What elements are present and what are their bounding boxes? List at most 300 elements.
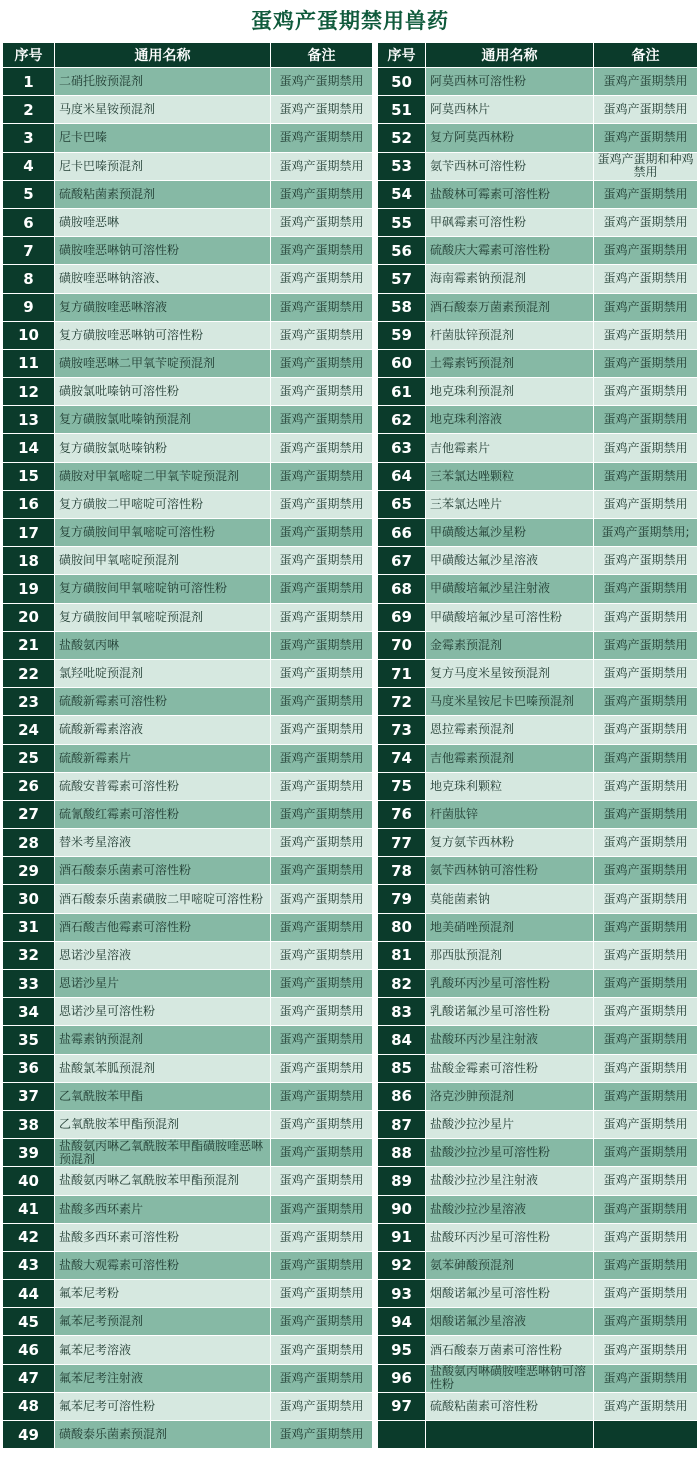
table-row bbox=[378, 68, 698, 96]
drug-note: 蛋鸡产蛋期禁用 bbox=[594, 772, 698, 800]
drug-note: 蛋鸡产蛋期禁用 bbox=[271, 519, 373, 547]
row-number: 36 bbox=[3, 1054, 55, 1082]
drug-note: 蛋鸡产蛋期禁用 bbox=[271, 293, 373, 321]
drug-name: 盐酸氨丙啉乙氧酰胺苯甲酯预混剂 bbox=[55, 1167, 271, 1195]
row-number: 66 bbox=[378, 519, 426, 547]
row-number: 19 bbox=[3, 575, 55, 603]
drug-name: 甲磺酸培氟沙星注射液 bbox=[426, 575, 594, 603]
row-number: 45 bbox=[3, 1308, 55, 1336]
row-number: 47 bbox=[3, 1364, 55, 1392]
row-number: 56 bbox=[378, 237, 426, 265]
table-row bbox=[378, 800, 698, 828]
drug-note: 蛋鸡产蛋期禁用 bbox=[271, 1026, 373, 1054]
row-number: 46 bbox=[3, 1336, 55, 1364]
drug-note: 蛋鸡产蛋期禁用 bbox=[594, 406, 698, 434]
row-number: 93 bbox=[378, 1280, 426, 1308]
table-row bbox=[378, 1082, 698, 1110]
drug-name: 酒石酸泰万菌素预混剂 bbox=[426, 293, 594, 321]
row-number: 90 bbox=[378, 1195, 426, 1223]
drug-note: 蛋鸡产蛋期禁用 bbox=[594, 998, 698, 1026]
drug-name: 地克珠利溶液 bbox=[426, 406, 594, 434]
drug-note: 蛋鸡产蛋期禁用 bbox=[271, 857, 373, 885]
drug-name: 复方磺胺间甲氧嘧啶预混剂 bbox=[55, 603, 271, 631]
row-number: 53 bbox=[378, 152, 426, 180]
drug-name: 地克珠利颗粒 bbox=[426, 772, 594, 800]
row-number: 31 bbox=[3, 913, 55, 941]
row-number: 35 bbox=[3, 1026, 55, 1054]
table-row bbox=[378, 885, 698, 913]
row-number: 38 bbox=[3, 1110, 55, 1138]
drug-note: 蛋鸡产蛋期禁用 bbox=[271, 659, 373, 687]
table-row bbox=[3, 68, 373, 96]
drug-name: 磺胺喹恶啉 bbox=[55, 208, 271, 236]
row-number: 11 bbox=[3, 349, 55, 377]
drug-name: 硫酸粘菌素预混剂 bbox=[55, 180, 271, 208]
drug-note: 蛋鸡产蛋期禁用 bbox=[271, 208, 373, 236]
drug-note: 蛋鸡产蛋期禁用 bbox=[594, 1195, 698, 1223]
drug-name: 恩诺沙星可溶性粉 bbox=[55, 998, 271, 1026]
drug-name: 盐酸环丙沙星可溶性粉 bbox=[426, 1223, 594, 1251]
drug-note: 蛋鸡产蛋期禁用 bbox=[271, 321, 373, 349]
table-row bbox=[378, 970, 698, 998]
table-row bbox=[378, 941, 698, 969]
table-row bbox=[3, 631, 373, 659]
drug-name: 复方马度米星铵预混剂 bbox=[426, 659, 594, 687]
drug-name: 硫酸新霉素片 bbox=[55, 744, 271, 772]
drug-note: 蛋鸡产蛋期禁用 bbox=[271, 547, 373, 575]
drug-name: 乳酸环丙沙星可溶性粉 bbox=[426, 970, 594, 998]
drug-note: 蛋鸡产蛋期禁用 bbox=[271, 800, 373, 828]
drug-note: 蛋鸡产蛋期禁用 bbox=[271, 1421, 373, 1449]
row-number: 75 bbox=[378, 772, 426, 800]
row-number: 7 bbox=[3, 237, 55, 265]
drug-name: 盐酸多西环素片 bbox=[55, 1195, 271, 1223]
row-number: 74 bbox=[378, 744, 426, 772]
drug-name: 复方磺胺间甲氧嘧啶可溶性粉 bbox=[55, 519, 271, 547]
table-row bbox=[3, 434, 373, 462]
row-number: 52 bbox=[378, 124, 426, 152]
table-row bbox=[378, 1167, 698, 1195]
table-row bbox=[3, 490, 373, 518]
drug-name: 磺胺氯吡嗪钠可溶性粉 bbox=[55, 378, 271, 406]
row-number: 68 bbox=[378, 575, 426, 603]
drug-note: 蛋鸡产蛋期禁用 bbox=[271, 1308, 373, 1336]
row-number: 9 bbox=[3, 293, 55, 321]
drug-name bbox=[426, 1421, 594, 1449]
row-number: 15 bbox=[3, 462, 55, 490]
row-number: 21 bbox=[3, 631, 55, 659]
table-row bbox=[3, 913, 373, 941]
table-row bbox=[378, 829, 698, 857]
drug-note bbox=[594, 1421, 698, 1449]
drug-name: 马度米星铵预混剂 bbox=[55, 96, 271, 124]
table-row bbox=[3, 659, 373, 687]
row-number: 61 bbox=[378, 378, 426, 406]
table-row bbox=[3, 1110, 373, 1138]
page-title: 蛋鸡产蛋期禁用兽药 bbox=[251, 9, 449, 33]
drug-note: 蛋鸡产蛋期禁用 bbox=[271, 575, 373, 603]
table-row bbox=[378, 1139, 698, 1167]
table-row bbox=[378, 1421, 698, 1449]
drug-name: 硫氰酸红霉素可溶性粉 bbox=[55, 800, 271, 828]
drug-note: 蛋鸡产蛋期禁用 bbox=[271, 1251, 373, 1279]
drug-name: 吉他霉素预混剂 bbox=[426, 744, 594, 772]
row-number: 79 bbox=[378, 885, 426, 913]
row-number: 24 bbox=[3, 716, 55, 744]
row-number: 16 bbox=[3, 490, 55, 518]
row-number: 63 bbox=[378, 434, 426, 462]
drug-note: 蛋鸡产蛋期禁用 bbox=[594, 970, 698, 998]
table-row bbox=[3, 180, 373, 208]
row-number: 25 bbox=[3, 744, 55, 772]
row-number: 69 bbox=[378, 603, 426, 631]
table-row bbox=[378, 519, 698, 547]
drug-name: 氨苄西林钠可溶性粉 bbox=[426, 857, 594, 885]
drug-name: 酒石酸泰乐菌素磺胺二甲嘧啶可溶性粉 bbox=[55, 885, 271, 913]
drug-name: 马度米星铵尼卡巴嗪预混剂 bbox=[426, 688, 594, 716]
drug-name: 磺胺喹恶啉钠可溶性粉 bbox=[55, 237, 271, 265]
drug-note: 蛋鸡产蛋期禁用 bbox=[594, 68, 698, 96]
header-note: 备注 bbox=[271, 43, 373, 68]
drug-name: 复方磺胺喹恶啉溶液 bbox=[55, 293, 271, 321]
row-number: 13 bbox=[3, 406, 55, 434]
table-row bbox=[378, 434, 698, 462]
drug-note: 蛋鸡产蛋期禁用 bbox=[594, 1223, 698, 1251]
header-name: 通用名称 bbox=[426, 43, 594, 68]
table-row bbox=[378, 265, 698, 293]
row-number: 14 bbox=[3, 434, 55, 462]
drug-note: 蛋鸡产蛋期禁用 bbox=[271, 772, 373, 800]
drug-name: 盐酸多西环素可溶性粉 bbox=[55, 1223, 271, 1251]
drug-note: 蛋鸡产蛋期禁用 bbox=[594, 1139, 698, 1167]
drug-note: 蛋鸡产蛋期禁用 bbox=[594, 1054, 698, 1082]
row-number: 17 bbox=[3, 519, 55, 547]
drug-name: 甲磺酸达氟沙星溶液 bbox=[426, 547, 594, 575]
row-number: 82 bbox=[378, 970, 426, 998]
drug-note: 蛋鸡产蛋期禁用 bbox=[271, 603, 373, 631]
row-number: 95 bbox=[378, 1336, 426, 1364]
drug-note: 蛋鸡产蛋期禁用 bbox=[271, 1054, 373, 1082]
table-row bbox=[3, 1167, 373, 1195]
row-number: 12 bbox=[3, 378, 55, 406]
drug-name: 恩拉霉素预混剂 bbox=[426, 716, 594, 744]
header-no: 序号 bbox=[378, 43, 426, 68]
row-number: 96 bbox=[378, 1364, 426, 1392]
table-header-row bbox=[3, 43, 373, 68]
row-number: 30 bbox=[3, 885, 55, 913]
table-row bbox=[3, 378, 373, 406]
drug-note: 蛋鸡产蛋期禁用 bbox=[594, 885, 698, 913]
table-row bbox=[3, 885, 373, 913]
drug-note: 蛋鸡产蛋期禁用 bbox=[594, 124, 698, 152]
drug-name: 复方阿莫西林粉 bbox=[426, 124, 594, 152]
drug-note: 蛋鸡产蛋期禁用; bbox=[594, 519, 698, 547]
row-number: 73 bbox=[378, 716, 426, 744]
drug-note: 蛋鸡产蛋期禁用 bbox=[271, 688, 373, 716]
row-number: 22 bbox=[3, 659, 55, 687]
drug-name: 盐酸氯苯胍预混剂 bbox=[55, 1054, 271, 1082]
drug-note: 蛋鸡产蛋期禁用 bbox=[594, 490, 698, 518]
drug-note: 蛋鸡产蛋期禁用 bbox=[271, 349, 373, 377]
table-row bbox=[378, 462, 698, 490]
drug-name: 硫酸新霉素溶液 bbox=[55, 716, 271, 744]
row-number: 23 bbox=[3, 688, 55, 716]
drug-name: 硫酸新霉素可溶性粉 bbox=[55, 688, 271, 716]
table-row bbox=[3, 603, 373, 631]
drug-note: 蛋鸡产蛋期禁用 bbox=[594, 180, 698, 208]
drug-note: 蛋鸡产蛋期禁用 bbox=[594, 96, 698, 124]
row-number: 59 bbox=[378, 321, 426, 349]
drug-note: 蛋鸡产蛋期禁用 bbox=[594, 603, 698, 631]
table-row bbox=[378, 744, 698, 772]
drug-name: 盐酸沙拉沙星片 bbox=[426, 1110, 594, 1138]
row-number: 20 bbox=[3, 603, 55, 631]
drug-name: 氟苯尼考粉 bbox=[55, 1280, 271, 1308]
header-no: 序号 bbox=[3, 43, 55, 68]
drug-note: 蛋鸡产蛋期禁用 bbox=[594, 716, 698, 744]
drug-name: 硫酸粘菌素可溶性粉 bbox=[426, 1392, 594, 1420]
row-number: 76 bbox=[378, 800, 426, 828]
drug-note: 蛋鸡产蛋期禁用 bbox=[271, 998, 373, 1026]
table-row bbox=[3, 970, 373, 998]
table-row bbox=[378, 1223, 698, 1251]
table-row bbox=[378, 180, 698, 208]
drug-name: 乙氧酰胺苯甲酯 bbox=[55, 1082, 271, 1110]
table-row bbox=[378, 659, 698, 687]
table-row bbox=[378, 857, 698, 885]
row-number: 1 bbox=[3, 68, 55, 96]
drug-name: 恩诺沙星溶液 bbox=[55, 941, 271, 969]
drug-name: 盐酸金霉素可溶性粉 bbox=[426, 1054, 594, 1082]
drug-note: 蛋鸡产蛋期禁用 bbox=[594, 744, 698, 772]
row-number: 34 bbox=[3, 998, 55, 1026]
drug-note: 蛋鸡产蛋期禁用 bbox=[594, 1392, 698, 1420]
drug-name: 二硝托胺预混剂 bbox=[55, 68, 271, 96]
drug-name: 盐酸大观霉素可溶性粉 bbox=[55, 1251, 271, 1279]
drug-name: 氟苯尼考注射液 bbox=[55, 1364, 271, 1392]
drug-note: 蛋鸡产蛋期禁用 bbox=[594, 1110, 698, 1138]
drug-name: 酒石酸吉他霉素可溶性粉 bbox=[55, 913, 271, 941]
row-number: 70 bbox=[378, 631, 426, 659]
row-number: 43 bbox=[3, 1251, 55, 1279]
row-number: 92 bbox=[378, 1251, 426, 1279]
table-row bbox=[378, 688, 698, 716]
drug-name: 磺酸泰乐菌素预混剂 bbox=[55, 1421, 271, 1449]
drug-name: 吉他霉素片 bbox=[426, 434, 594, 462]
drug-name: 磺胺喹恶啉二甲氧苄啶预混剂 bbox=[55, 349, 271, 377]
drug-note: 蛋鸡产蛋期禁用 bbox=[271, 631, 373, 659]
drug-name: 甲磺酸达氟沙星粉 bbox=[426, 519, 594, 547]
table-row bbox=[3, 857, 373, 885]
drug-note: 蛋鸡产蛋期禁用 bbox=[594, 1082, 698, 1110]
drug-note: 蛋鸡产蛋期禁用 bbox=[271, 1167, 373, 1195]
row-number: 54 bbox=[378, 180, 426, 208]
row-number: 4 bbox=[3, 152, 55, 180]
table-row bbox=[3, 716, 373, 744]
drug-note: 蛋鸡产蛋期禁用 bbox=[594, 1336, 698, 1364]
drug-note: 蛋鸡产蛋期禁用 bbox=[271, 1139, 373, 1167]
table-row bbox=[378, 1364, 698, 1392]
table-row bbox=[378, 1308, 698, 1336]
drug-name: 硫酸庆大霉素可溶性粉 bbox=[426, 237, 594, 265]
drug-table-right bbox=[377, 42, 698, 1449]
drug-note: 蛋鸡产蛋期禁用 bbox=[271, 180, 373, 208]
drug-note: 蛋鸡产蛋期禁用 bbox=[271, 913, 373, 941]
drug-name: 磺胺对甲氧嘧啶二甲氧苄啶预混剂 bbox=[55, 462, 271, 490]
header-name: 通用名称 bbox=[55, 43, 271, 68]
table-row bbox=[3, 237, 373, 265]
drug-note: 蛋鸡产蛋期禁用 bbox=[594, 688, 698, 716]
drug-name: 盐酸环丙沙星注射液 bbox=[426, 1026, 594, 1054]
drug-name: 杆菌肽锌 bbox=[426, 800, 594, 828]
drug-note: 蛋鸡产蛋期禁用 bbox=[271, 716, 373, 744]
drug-name: 乙氧酰胺苯甲酯预混剂 bbox=[55, 1110, 271, 1138]
row-number: 97 bbox=[378, 1392, 426, 1420]
row-number: 67 bbox=[378, 547, 426, 575]
row-number: 84 bbox=[378, 1026, 426, 1054]
drug-note: 蛋鸡产蛋期禁用 bbox=[594, 575, 698, 603]
table-header-row bbox=[378, 43, 698, 68]
table-row bbox=[3, 547, 373, 575]
drug-note: 蛋鸡产蛋期禁用 bbox=[594, 631, 698, 659]
table-row bbox=[378, 1054, 698, 1082]
row-number: 91 bbox=[378, 1223, 426, 1251]
table-row bbox=[3, 1364, 373, 1392]
table-row bbox=[378, 772, 698, 800]
table-row bbox=[378, 998, 698, 1026]
drug-name: 氟苯尼考可溶性粉 bbox=[55, 1392, 271, 1420]
row-number: 71 bbox=[378, 659, 426, 687]
drug-name: 地克珠利预混剂 bbox=[426, 378, 594, 406]
table-row bbox=[3, 1392, 373, 1420]
drug-note: 蛋鸡产蛋期禁用 bbox=[594, 293, 698, 321]
drug-name: 盐酸氨丙啉乙氧酰胺苯甲酯磺胺喹恶啉预混剂 bbox=[55, 1139, 271, 1167]
drug-note: 蛋鸡产蛋期禁用 bbox=[271, 406, 373, 434]
table-row bbox=[3, 829, 373, 857]
drug-note: 蛋鸡产蛋期禁用 bbox=[594, 434, 698, 462]
table-row bbox=[3, 688, 373, 716]
row-number: 83 bbox=[378, 998, 426, 1026]
table-row bbox=[3, 462, 373, 490]
drug-note: 蛋鸡产蛋期禁用 bbox=[594, 1364, 698, 1392]
drug-name: 土霉素钙预混剂 bbox=[426, 349, 594, 377]
table-row bbox=[3, 772, 373, 800]
table-row bbox=[378, 378, 698, 406]
drug-name: 洛克沙胂预混剂 bbox=[426, 1082, 594, 1110]
row-number: 77 bbox=[378, 829, 426, 857]
drug-name: 阿莫西林片 bbox=[426, 96, 594, 124]
table-row bbox=[378, 1251, 698, 1279]
drug-name: 海南霉素钠预混剂 bbox=[426, 265, 594, 293]
table-row bbox=[378, 406, 698, 434]
row-number: 32 bbox=[3, 941, 55, 969]
drug-note: 蛋鸡产蛋期禁用 bbox=[594, 237, 698, 265]
drug-name: 盐酸沙拉沙星可溶性粉 bbox=[426, 1139, 594, 1167]
table-row bbox=[3, 152, 373, 180]
table-row bbox=[3, 1223, 373, 1251]
drug-name: 盐酸沙拉沙星溶液 bbox=[426, 1195, 594, 1223]
drug-name: 氨苯砷酸预混剂 bbox=[426, 1251, 594, 1279]
table-row bbox=[378, 237, 698, 265]
drug-note: 蛋鸡产蛋期禁用 bbox=[271, 96, 373, 124]
row-number: 18 bbox=[3, 547, 55, 575]
drug-name: 杆菌肽锌预混剂 bbox=[426, 321, 594, 349]
row-number: 5 bbox=[3, 180, 55, 208]
table-row bbox=[378, 490, 698, 518]
row-number: 42 bbox=[3, 1223, 55, 1251]
row-number: 3 bbox=[3, 124, 55, 152]
row-number: 37 bbox=[3, 1082, 55, 1110]
table-row bbox=[3, 800, 373, 828]
drug-note: 蛋鸡产蛋期禁用 bbox=[594, 378, 698, 406]
drug-name: 复方磺胺间甲氧嘧啶钠可溶性粉 bbox=[55, 575, 271, 603]
table-row bbox=[3, 124, 373, 152]
table-row bbox=[378, 716, 698, 744]
table-body-right bbox=[378, 68, 698, 1449]
table-row bbox=[378, 913, 698, 941]
drug-name: 三苯氯达唑颗粒 bbox=[426, 462, 594, 490]
table-row bbox=[3, 1054, 373, 1082]
row-number: 80 bbox=[378, 913, 426, 941]
drug-note: 蛋鸡产蛋期禁用 bbox=[594, 349, 698, 377]
drug-name: 那西肽预混剂 bbox=[426, 941, 594, 969]
header-note: 备注 bbox=[594, 43, 698, 68]
drug-name: 复方磺胺二甲嘧啶可溶性粉 bbox=[55, 490, 271, 518]
table-row bbox=[3, 1026, 373, 1054]
table-row bbox=[378, 1110, 698, 1138]
row-number: 40 bbox=[3, 1167, 55, 1195]
drug-name: 三苯氯达唑片 bbox=[426, 490, 594, 518]
drug-note: 蛋鸡产蛋期禁用 bbox=[594, 800, 698, 828]
row-number: 72 bbox=[378, 688, 426, 716]
drug-name: 尼卡巴嗪预混剂 bbox=[55, 152, 271, 180]
table-row bbox=[3, 406, 373, 434]
table-row bbox=[3, 321, 373, 349]
drug-name: 磺胺喹恶啉钠溶液、 bbox=[55, 265, 271, 293]
table-row bbox=[3, 1139, 373, 1167]
table-row bbox=[3, 1280, 373, 1308]
drug-note: 蛋鸡产蛋期禁用 bbox=[271, 1223, 373, 1251]
drug-note: 蛋鸡产蛋期禁用 bbox=[271, 68, 373, 96]
drug-note: 蛋鸡产蛋期禁用 bbox=[271, 970, 373, 998]
row-number: 33 bbox=[3, 970, 55, 998]
drug-name: 盐酸氨丙啉磺胺喹恶啉钠可溶性粉 bbox=[426, 1364, 594, 1392]
table-row bbox=[378, 1280, 698, 1308]
table-body-left bbox=[3, 68, 373, 1449]
table-row bbox=[3, 208, 373, 236]
row-number: 87 bbox=[378, 1110, 426, 1138]
drug-note: 蛋鸡产蛋期禁用 bbox=[594, 857, 698, 885]
row-number: 49 bbox=[3, 1421, 55, 1449]
row-number: 86 bbox=[378, 1082, 426, 1110]
table-row bbox=[3, 265, 373, 293]
drug-name: 恩诺沙星片 bbox=[55, 970, 271, 998]
row-number: 50 bbox=[378, 68, 426, 96]
table-row bbox=[378, 293, 698, 321]
table-row bbox=[378, 321, 698, 349]
row-number: 57 bbox=[378, 265, 426, 293]
row-number: 8 bbox=[3, 265, 55, 293]
drug-name: 替米考星溶液 bbox=[55, 829, 271, 857]
row-number: 26 bbox=[3, 772, 55, 800]
table-row bbox=[378, 96, 698, 124]
table-row bbox=[3, 1421, 373, 1449]
drug-note: 蛋鸡产蛋期禁用 bbox=[271, 434, 373, 462]
table-row bbox=[378, 1336, 698, 1364]
row-number: 58 bbox=[378, 293, 426, 321]
table-row bbox=[3, 998, 373, 1026]
drug-note: 蛋鸡产蛋期禁用 bbox=[271, 829, 373, 857]
